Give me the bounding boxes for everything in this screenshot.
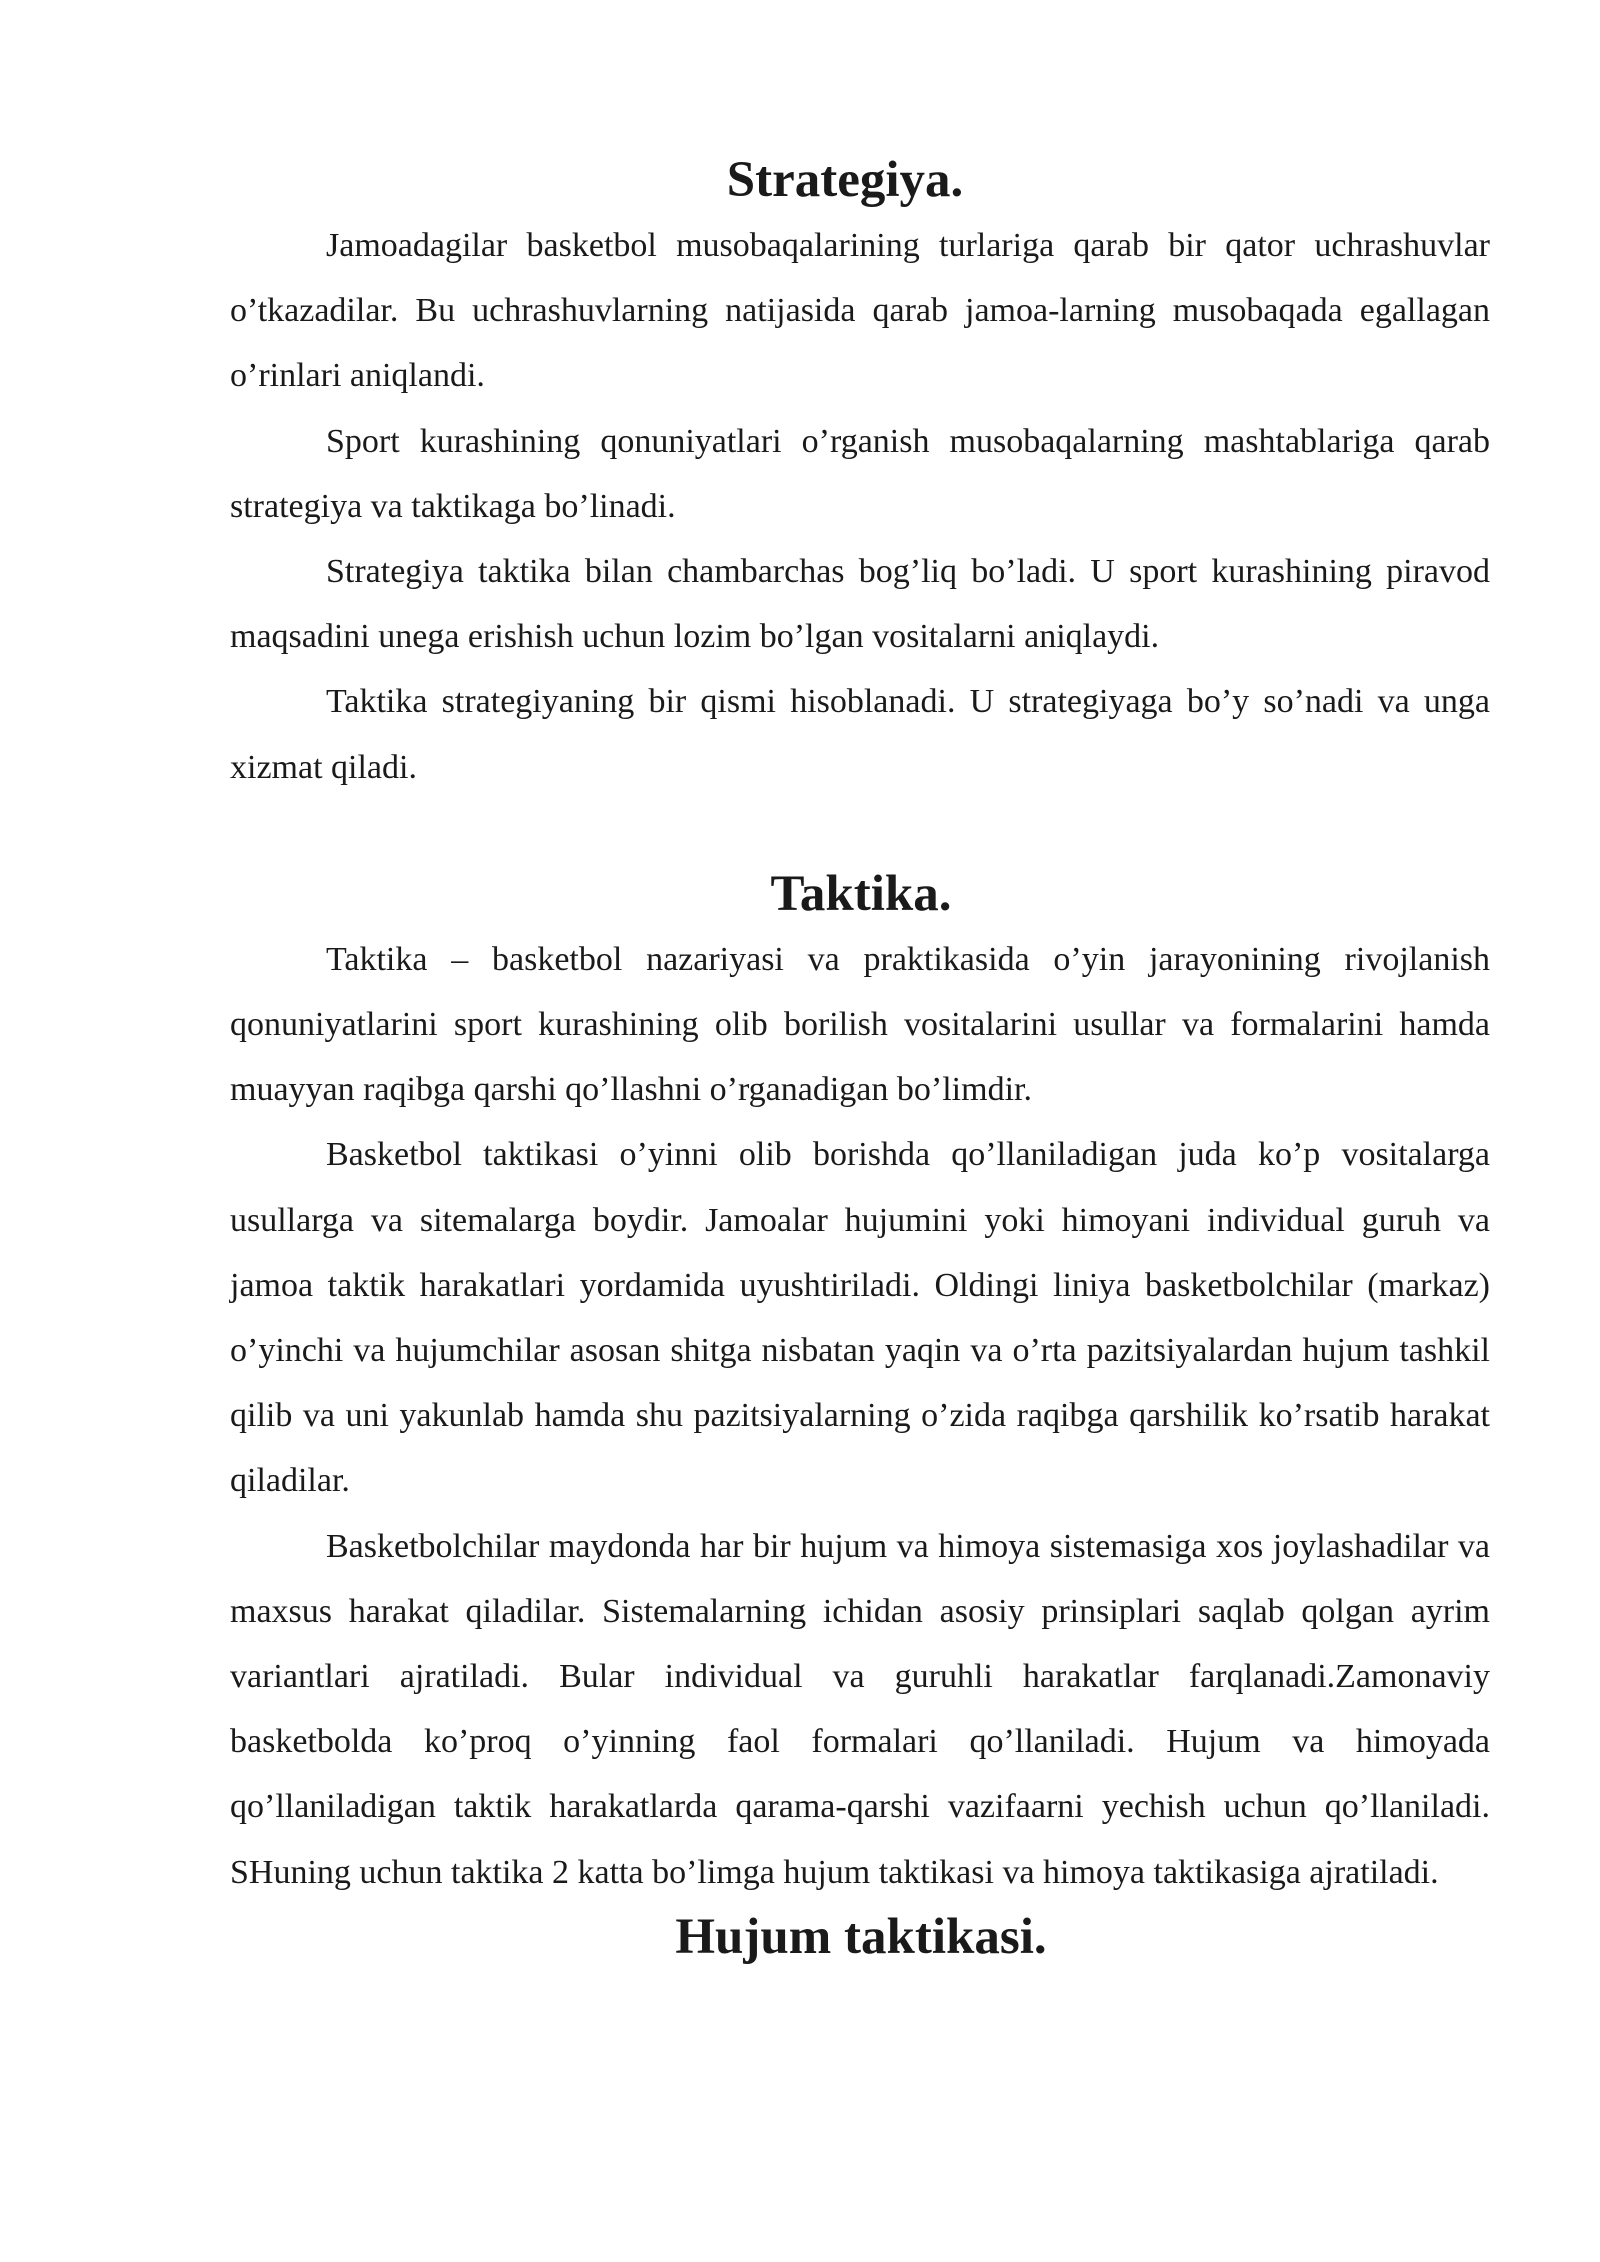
document-page	[230, 148, 1490, 1970]
paragraph: Taktika strategiyaning bir qismi hisoblanadi. U strategiyaga bo’y so’nadi va unga xizmat qiladi.	[230, 683, 1490, 786]
heading-strategiya: Strategiya.	[726, 152, 964, 208]
paragraph: Strategiya taktika bilan chambarchas bog’liq bo’ladi. U sport kurashining piravod maqsadini unega erishish uchun lozim bo’lgan vositalarni aniqlaydi.	[230, 553, 1490, 656]
paragraph: Jamoadagilar basketbol musobaqalarining turlariga qarab bir qator uchrashuvlar o’tkazadilar. Bu uchrashuvlarning natijasida qarab jamoa-larning musobaqada egallagan o’rinlari aniqlandi.	[230, 227, 1490, 395]
paragraph: Sport kurashining qonuniyatlari o’rganish musobaqalarning mashtablariga qarab strategiya va taktikaga bo’linadi.	[230, 422, 1490, 525]
heading-taktika: Taktika.	[770, 865, 952, 922]
heading-hujum-taktikasi: Hujum taktikasi.	[675, 1908, 1047, 1965]
paragraph: Taktika – basketbol nazariyasi va praktikasida o’yin jarayonining rivojlanish qonuniyatlarini sport kurashining olib borilish vositalarini usullar va formalarini hamda muayyan raqibga qarshi qo’llashni o’rganadigan bo’limdir.	[230, 940, 1490, 1109]
paragraph: Basketbol taktikasi o’yinni olib borishda qo’llaniladigan juda ko’p vositalarga usullarga va sitemalarga boydir. Jamoalar hujumini yoki himoyani individual guruh va jamoa taktik harakatlari yordamida uyushtiriladi. Oldingi liniya basketbolchilar (markaz) o’yinchi va hujumchilar asosan shitga nisbatan yaqin va o’rta pazitsiyalardan hujum tashkil qilib va uni yakunlab hamda shu pazitsiyalarning o’zida raqibga qarshilik ko’rsatib harakat qiladilar.	[230, 1136, 1490, 1500]
paragraph: Basketbolchilar maydonda har bir hujum va himoya sistemasiga xos joylashadilar va maxsus harakat qiladilar. Sistemalarning ichidan asosiy prinsiplari saqlab qolgan ayrim variantlari ajratiladi. Bular individual va guruhli harakatlar farqlanadi.Zamonaviy basketbolda ko’proq o’yinning faol formalari qo’llaniladi. Hujum va himoyada qo’llaniladigan taktik harakatlarda qarama-qarshi vazifaarni yechish uchun qo’llaniladi. SHuning uchun taktika 2 katta bo’limga hujum taktikasi va himoya taktikasiga ajratiladi.	[230, 1527, 1490, 1891]
